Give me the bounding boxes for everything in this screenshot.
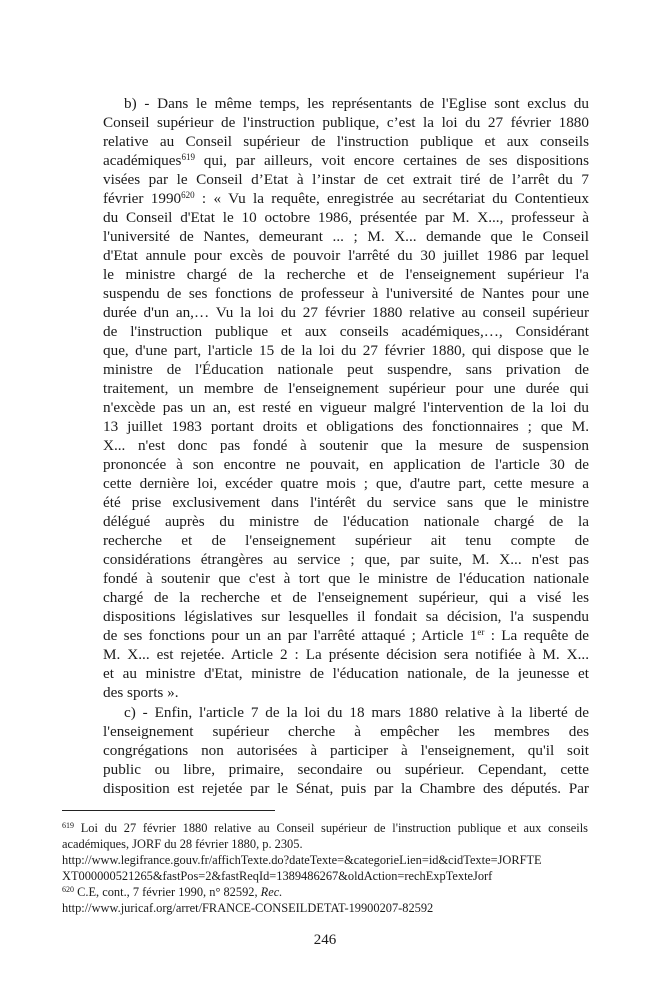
text-line: que, d'une part, l'article 15 de la loi du 27 février 1880, qui dispose que le (103, 342, 589, 360)
text-line: cette dernière loi, excéder quatre mois ; que, d'autre part, cette mesure a (103, 475, 589, 493)
text-line: 13 juillet 1983 portant droits et obligations des fonctionnaires ; que M. (103, 418, 589, 436)
text-line: n'excède pas un an, est resté en vigueur malgré l'intervention de la loi du (103, 399, 589, 417)
text-line: d'Etat annule pour excès de pouvoir l'arrêté du 30 juillet 1986 par lequel (103, 247, 589, 265)
text-line: fondé à soutenir que c'est à tort que le ministre de l'éducation nationale (103, 570, 589, 588)
footnote-number: 619 (62, 821, 74, 830)
text-line: c) - Enfin, l'article 7 de la loi du 18 mars 1880 relative à la liberté de (124, 703, 589, 721)
footnote-line: académiques, JORF du 28 février 1880, p. 2305. (62, 837, 303, 851)
text-line: disposition est rejetée par le Sénat, puis par la Chambre des députés. Par (103, 779, 589, 797)
text-line: dispositions législatives sur lesquelles il fondait sa décision, l'a suspendu (103, 608, 589, 626)
paragraph-c (103, 703, 589, 798)
footnote-620 (62, 884, 588, 916)
text-line: traitement, un membre de l'enseignement supérieur pour une durée qui (103, 380, 589, 398)
text-line: le ministre chargé de la recherche et de l'enseignement supérieur l'a (103, 266, 589, 284)
paragraph-b (103, 94, 589, 703)
text-line: M. X... est rejetée. Article 2 : La présente décision sera notifiée à M. X... (103, 646, 589, 664)
text-line: et au ministre d'Etat, ministre de l'éducation nationale, de la jeunesse et (103, 665, 589, 683)
italic-rec: Rec. (260, 885, 283, 899)
footnote-link[interactable]: http://www.juricaf.org/arret/FRANCE-CONSEILDETAT-19900207-82592 (62, 901, 434, 915)
footnote-link[interactable]: XT000000521265&fastPos=2&fastReqId=1389486267&oldAction=rechExpTexteJorf (62, 869, 493, 883)
text-line: académiques$^{619}$ qui, par ailleurs, voit encore certaines de ses dispositions (103, 152, 589, 170)
text-line: des sports ». (103, 684, 179, 702)
text-line: délégué auprès du ministre de l'éducation nationale chargé de la (103, 513, 589, 531)
footnote-link[interactable]: http://www.legifrance.gouv.fr/affichTexte.do?dateTexte=&categorieLien=id&cidTexte=JORFTE (62, 853, 542, 867)
text-line: b) - Dans le même temps, les représentants de l'Eglise sont exclus du (124, 95, 589, 112)
footnote-ref-619[interactable]: 619 (181, 152, 195, 163)
text-line: suspendu de ses fonctions de professeur à l'université de Nantes pour une (103, 285, 589, 303)
text-line: du Conseil d'Etat le 10 octobre 1986, présentée par M. X..., professeur à (103, 209, 589, 227)
footnote-line: $^{620}$ C.E, cont., 7 février 1990, n° 82592, Rec. (62, 885, 283, 899)
footnote-separator (62, 810, 275, 811)
text-line: l'université de Nantes, demeurant ... ; M. X... demande que le Conseil (103, 228, 589, 246)
text-line: prononcée à son encontre ne pouvait, en application de l'article 30 de (103, 456, 589, 474)
footnote-619 (62, 820, 588, 884)
text-line: X... n'est donc pas fondé à soutenir que la mesure de suspension (103, 437, 589, 455)
text-line: de l'instruction publique et aux conseils académiques,…, Considérant (103, 323, 589, 341)
text-line: ministre de l'Éducation nationale peut suspendre, sans privation de (103, 361, 589, 379)
text-line: public ou libre, primaire, secondaire ou supérieur. Cependant, cette (103, 760, 589, 778)
text-line: considérations étrangères au service ; que, par suite, M. X... n'est pas (103, 551, 589, 569)
text-line: février 1990$^{620}$ : « Vu la requête, enregistrée au secrétariat du Contentieux (103, 190, 589, 208)
footnotes (62, 820, 588, 916)
text-line: été prise exclusivement dans l'intérêt du service sans que le ministre (103, 494, 589, 512)
footnote-line: $^{619}$ Loi du 27 février 1880 relative au Conseil supérieur de l'instruction publique et aux conseils (62, 821, 588, 835)
superscript-er: er (477, 627, 485, 638)
page-number: 246 (313, 932, 337, 948)
text-line: durée d'un an,… Vu la loi du 27 février 1880 relative au conseil supérieur (103, 304, 589, 322)
footnote-number: 620 (62, 885, 74, 894)
text-line: visées par le Conseil d’Etat à l’instar de cet extrait tiré de l’arrêt du 7 (103, 171, 589, 189)
text-line: relative au Conseil supérieur de l'instruction publique et aux conseils (103, 133, 589, 151)
footnote-ref-620[interactable]: 620 (181, 190, 195, 201)
text-line: Conseil supérieur de l'instruction publique, c’est la loi du 27 février 1880 (103, 114, 589, 132)
text-line: chargé de la recherche et de l'enseignement supérieur, qui a visé les (103, 589, 589, 607)
text-line: de ses fonctions pour un an par l'arrêté attaqué ; Article 1er : La requête de (103, 627, 589, 645)
body-text (103, 94, 589, 798)
text-line: recherche et de l'enseignement supérieur ait tenu compte de (103, 532, 589, 550)
text-line: l'enseignement supérieur cherche à empêcher les membres des (103, 722, 589, 740)
text-line: congrégations non autorisées à participer à l'enseignement, qu'il soit (103, 741, 589, 759)
